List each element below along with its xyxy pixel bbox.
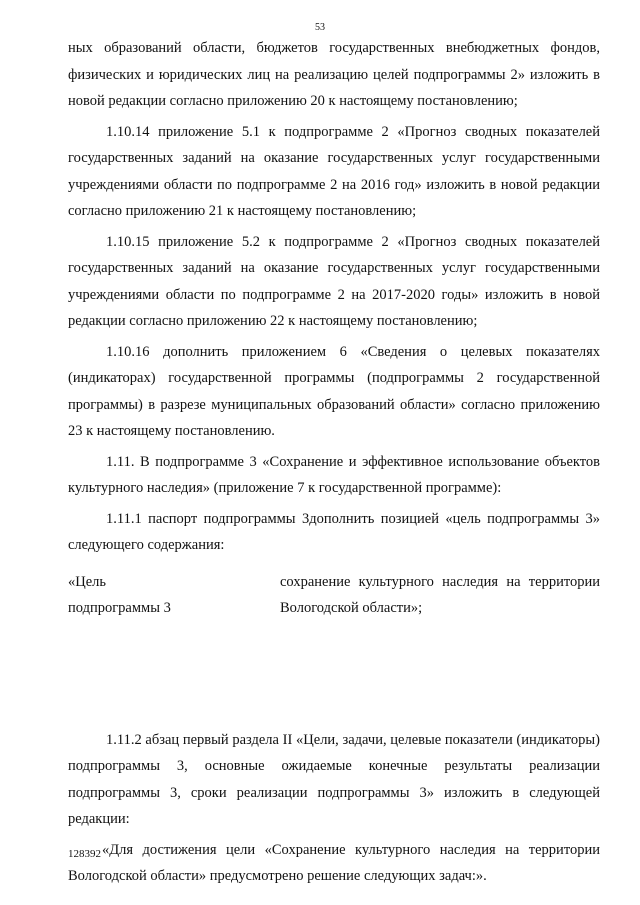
paragraph-quote: «Для достижения цели «Сохранение культурного наследия на территории Вологодской области» предусмотрено решение следующих задач:».: [68, 841, 600, 884]
paragraph-1-10-15: 1.10.15 приложение 5.2 к подпрограмме 2 «Прогноз сводных показателей государственных заданий на оказание государственных услуг государственными учреждениями области по подпрограмме 2 на 2017-2020 годы» изложить в новой редакции согласно приложению 22 к настоящему постановлению;: [68, 233, 600, 329]
paragraph-continuation: ных образований области, бюджетов государственных внебюджетных фондов, физических и юридических лиц на реализацию целей подпрограммы 2» изложить в новой редакции согласно приложению 20 к настоящему постановлению;: [68, 40, 600, 109]
document-body: [68, 35, 600, 890]
paragraph-1-11-1: 1.11.1 паспорт подпрограммы 3дополнить позицией «цель подпрограммы 3» следующего содержания:: [68, 510, 600, 553]
passport-label-line1: «Цель: [68, 573, 107, 590]
paragraph-1-10-14: 1.10.14 приложение 5.1 к подпрограмме 2 «Прогноз сводных показателей государственных заданий на оказание государственных услуг государственными учреждениями области по подпрограмме 2 на 2016 год» изложить в новой редакции согласно приложению 21 к настоящему постановлению;: [68, 123, 600, 219]
page-number: 53: [315, 22, 325, 33]
passport-label: [68, 569, 268, 622]
paragraph-1-11-2: 1.11.2 абзац первый раздела II «Цели, задачи, целевые показатели (индикаторы) подпрограммы 3, основные ожидаемые конечные результаты реализации подпрограммы 3, сроки реализации подпрограммы 3» изложить в следующей редакции:: [68, 731, 600, 827]
document-code: 128392: [68, 848, 101, 860]
paragraph-1-10-16: 1.10.16 дополнить приложением 6 «Сведения о целевых показателях (индикаторах) государственной программы (подпрограммы 2 государственной программы) в разрезе муниципальных образований области» согласно приложению 23 к настоящему постановлению.: [68, 343, 600, 439]
passport-position: [68, 569, 600, 649]
passport-label-line2: подпрограммы 3: [68, 600, 171, 616]
paragraph-1-11: 1.11. В подпрограмме 3 «Сохранение и эффективное использование объектов культурного наследия» (приложение 7 к государственной программе):: [68, 453, 600, 496]
passport-value: сохранение культурного наследия на территории Вологодской области»;: [280, 573, 600, 616]
